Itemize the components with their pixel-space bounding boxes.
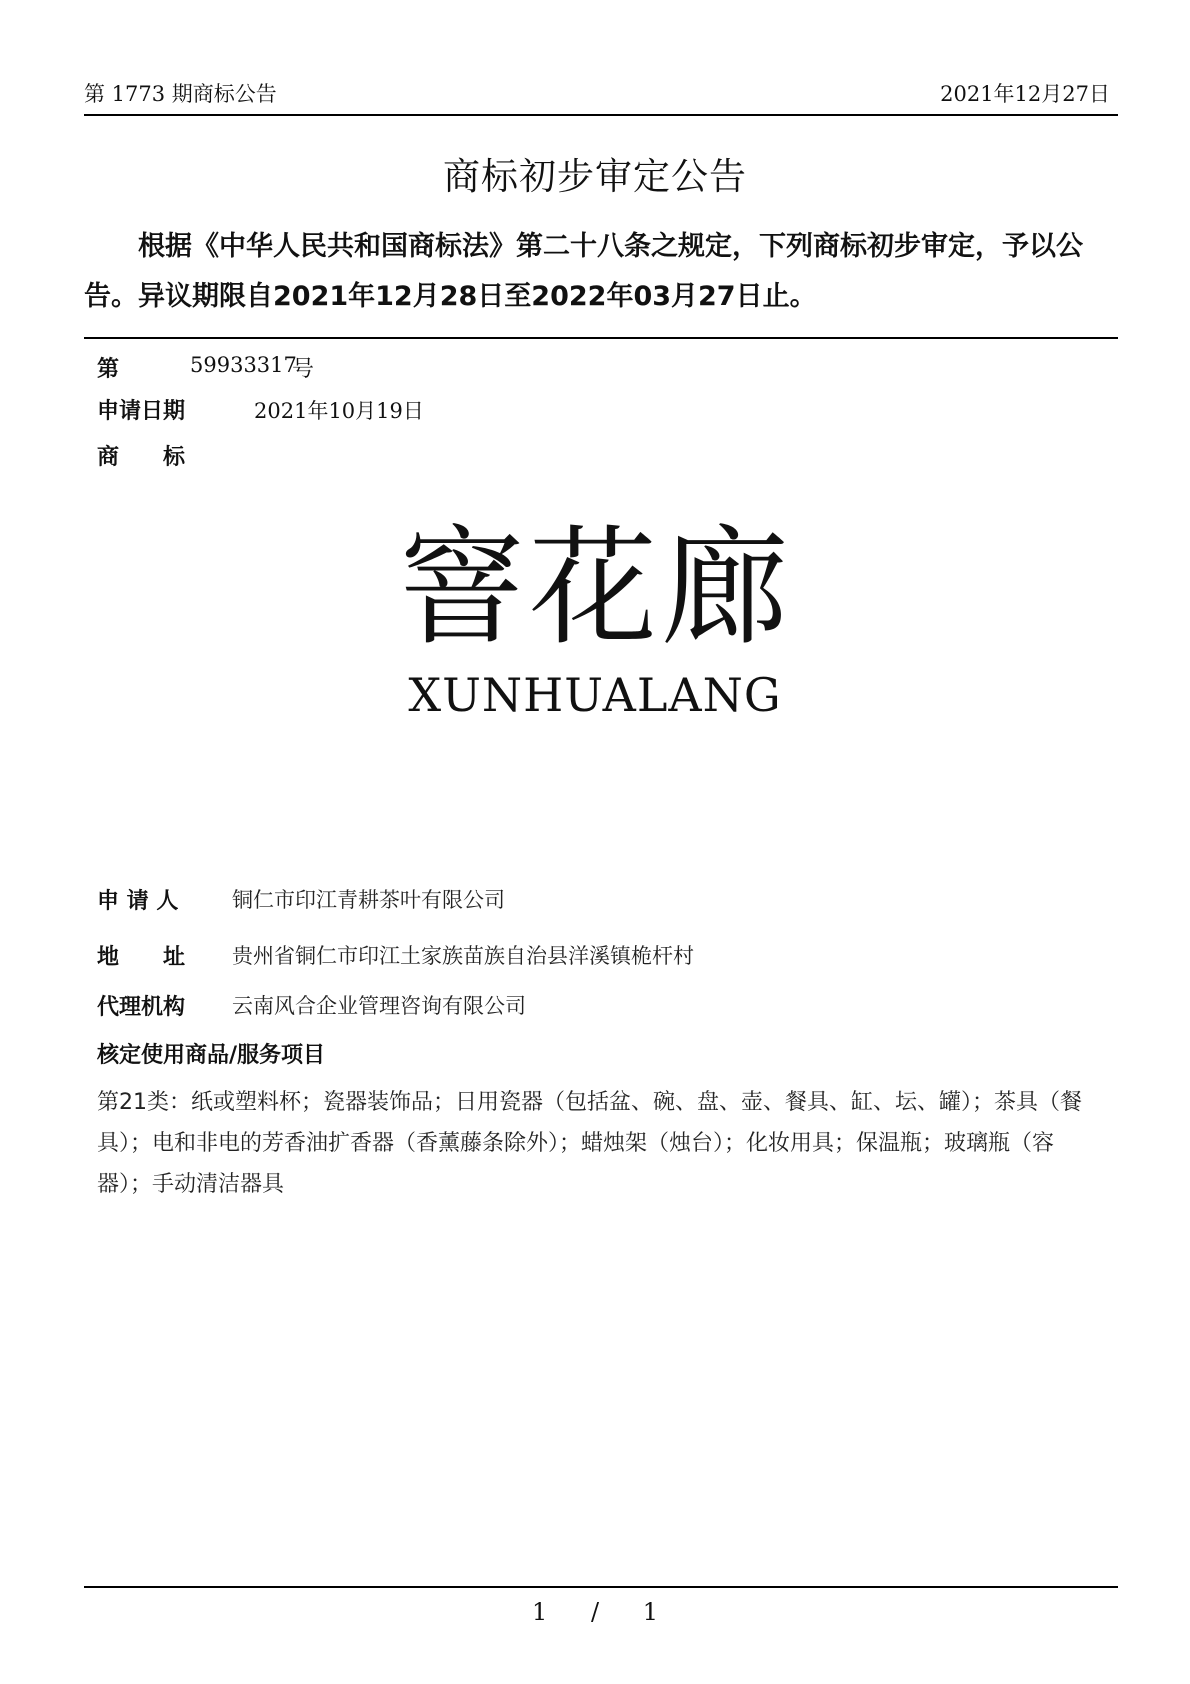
registration-number: 59933317	[190, 353, 297, 377]
agent: 云南风合企业管理咨询有限公司	[232, 994, 526, 1018]
apply-date-label: 申请日期	[97, 399, 186, 424]
trademark-pinyin: XUNHUALANG	[408, 668, 782, 722]
address: 贵州省铜仁市印江土家族苗族自治县洋溪镇桅杆村	[232, 944, 694, 968]
footer-divider	[84, 1586, 1118, 1588]
applicant-label: 申 请 人	[97, 889, 179, 914]
header-divider	[84, 114, 1118, 116]
trademark-chinese: 窨花廊	[396, 514, 793, 663]
goods-label: 核定使用商品/服务项目	[97, 1043, 326, 1068]
number-label-prefix: 第	[97, 357, 120, 382]
applicant: 铜仁市印江青耕茶叶有限公司	[232, 888, 505, 912]
page-title: 商标初步审定公告	[443, 155, 747, 198]
page-total: 1	[642, 1598, 658, 1626]
number-label-suffix: 号	[292, 357, 315, 382]
apply-date: 2021年10月19日	[254, 399, 424, 423]
page-indicator	[0, 1598, 1190, 1626]
goods-list: 第21类：纸或塑料杯；瓷器装饰品；日用瓷器（包括盆、碗、盘、壶、餐具、缸、坛、罐）；茶具（餐具）；电和非电的芳香油扩香器（香薰藤条除外）；蜡烛架（烛台）；化妆用具；保温瓶；玻璃瓶（容器）；手动清洁器具	[97, 1090, 1082, 1197]
issue-number: 第 1773 期商标公告	[84, 82, 277, 106]
page-separator: /	[590, 1598, 600, 1626]
page-current: 1	[532, 1598, 548, 1626]
agent-label: 代理机构	[97, 995, 186, 1020]
issue-date: 2021年12月27日	[940, 82, 1110, 106]
notice-paragraph: 根据《中华人民共和国商标法》第二十八条之规定，下列商标初步审定，予以公告。异议期限自2021年12月28日至2022年03月27日止。	[84, 231, 1083, 312]
mark-label: 商 标	[97, 445, 186, 470]
section-divider	[84, 337, 1118, 339]
address-label: 地 址	[97, 945, 186, 970]
